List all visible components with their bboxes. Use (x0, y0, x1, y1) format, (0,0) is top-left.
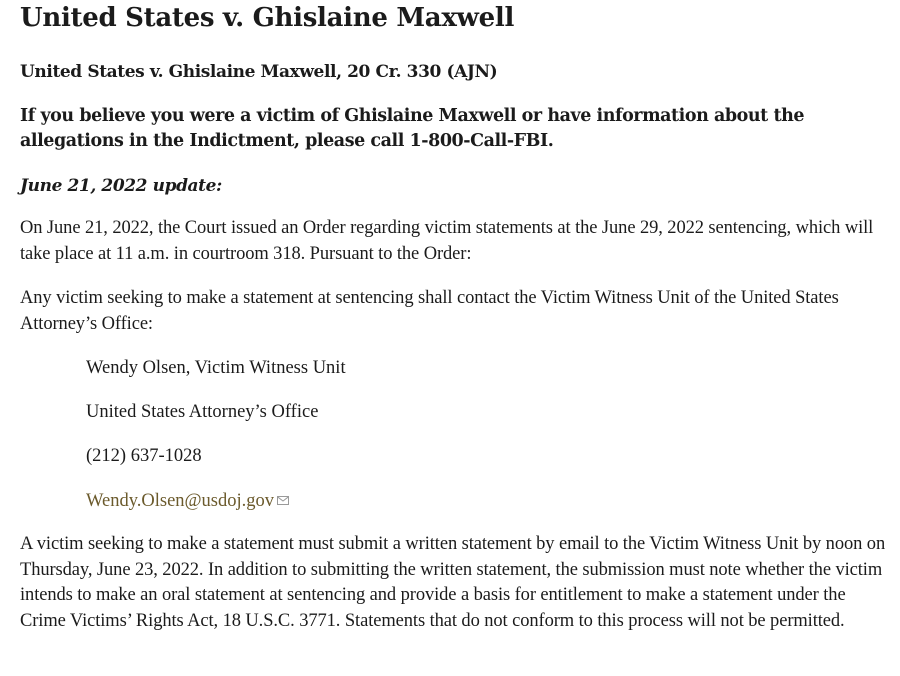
victim-notice: If you believe you were a victim of Ghislaine Maxwell or have information about the allegations in the Indictment, please call 1-800-Call-FBI. (20, 106, 805, 151)
mail-icon (277, 488, 289, 497)
contact-email-line (86, 488, 289, 514)
order-paragraph: On June 21, 2022, the Court issued an Order regarding victim statements at the June 29, 2022 sentencing, which will take place at 11 a.m. in courtroom 318. Pursuant to the Order: (20, 218, 874, 264)
case-caption: United States v. Ghislaine Maxwell, 20 Cr. 330 (AJN) (20, 62, 498, 82)
contact-phone: (212) 637-1028 (86, 446, 202, 466)
update-heading: June 21, 2022 update: (20, 176, 222, 196)
contact-instruction-paragraph: Any victim seeking to make a statement at sentencing shall contact the Victim Witness Unit of the United States Attorney’s Office: (20, 288, 839, 334)
page-title: United States v. Ghislaine Maxwell (20, 3, 515, 33)
contact-name: Wendy Olsen, Victim Witness Unit (86, 358, 346, 378)
contact-email-link[interactable]: Wendy.Olsen@usdoj.gov (86, 491, 275, 511)
submission-paragraph: A victim seeking to make a statement must submit a written statement by email to the Victim Witness Unit by noon on Thursday, June 23, 2022. In addition to submitting the written statement, the submission must note whether the victim intends to make an oral statement at sentencing and provide a basis for entitlement to make a statement under the Crime Victims’ Rights Act, 18 U.S.C. 3771. Statements that do not conform to this process will not be permitted. (20, 534, 886, 631)
contact-office: United States Attorney’s Office (86, 402, 319, 422)
